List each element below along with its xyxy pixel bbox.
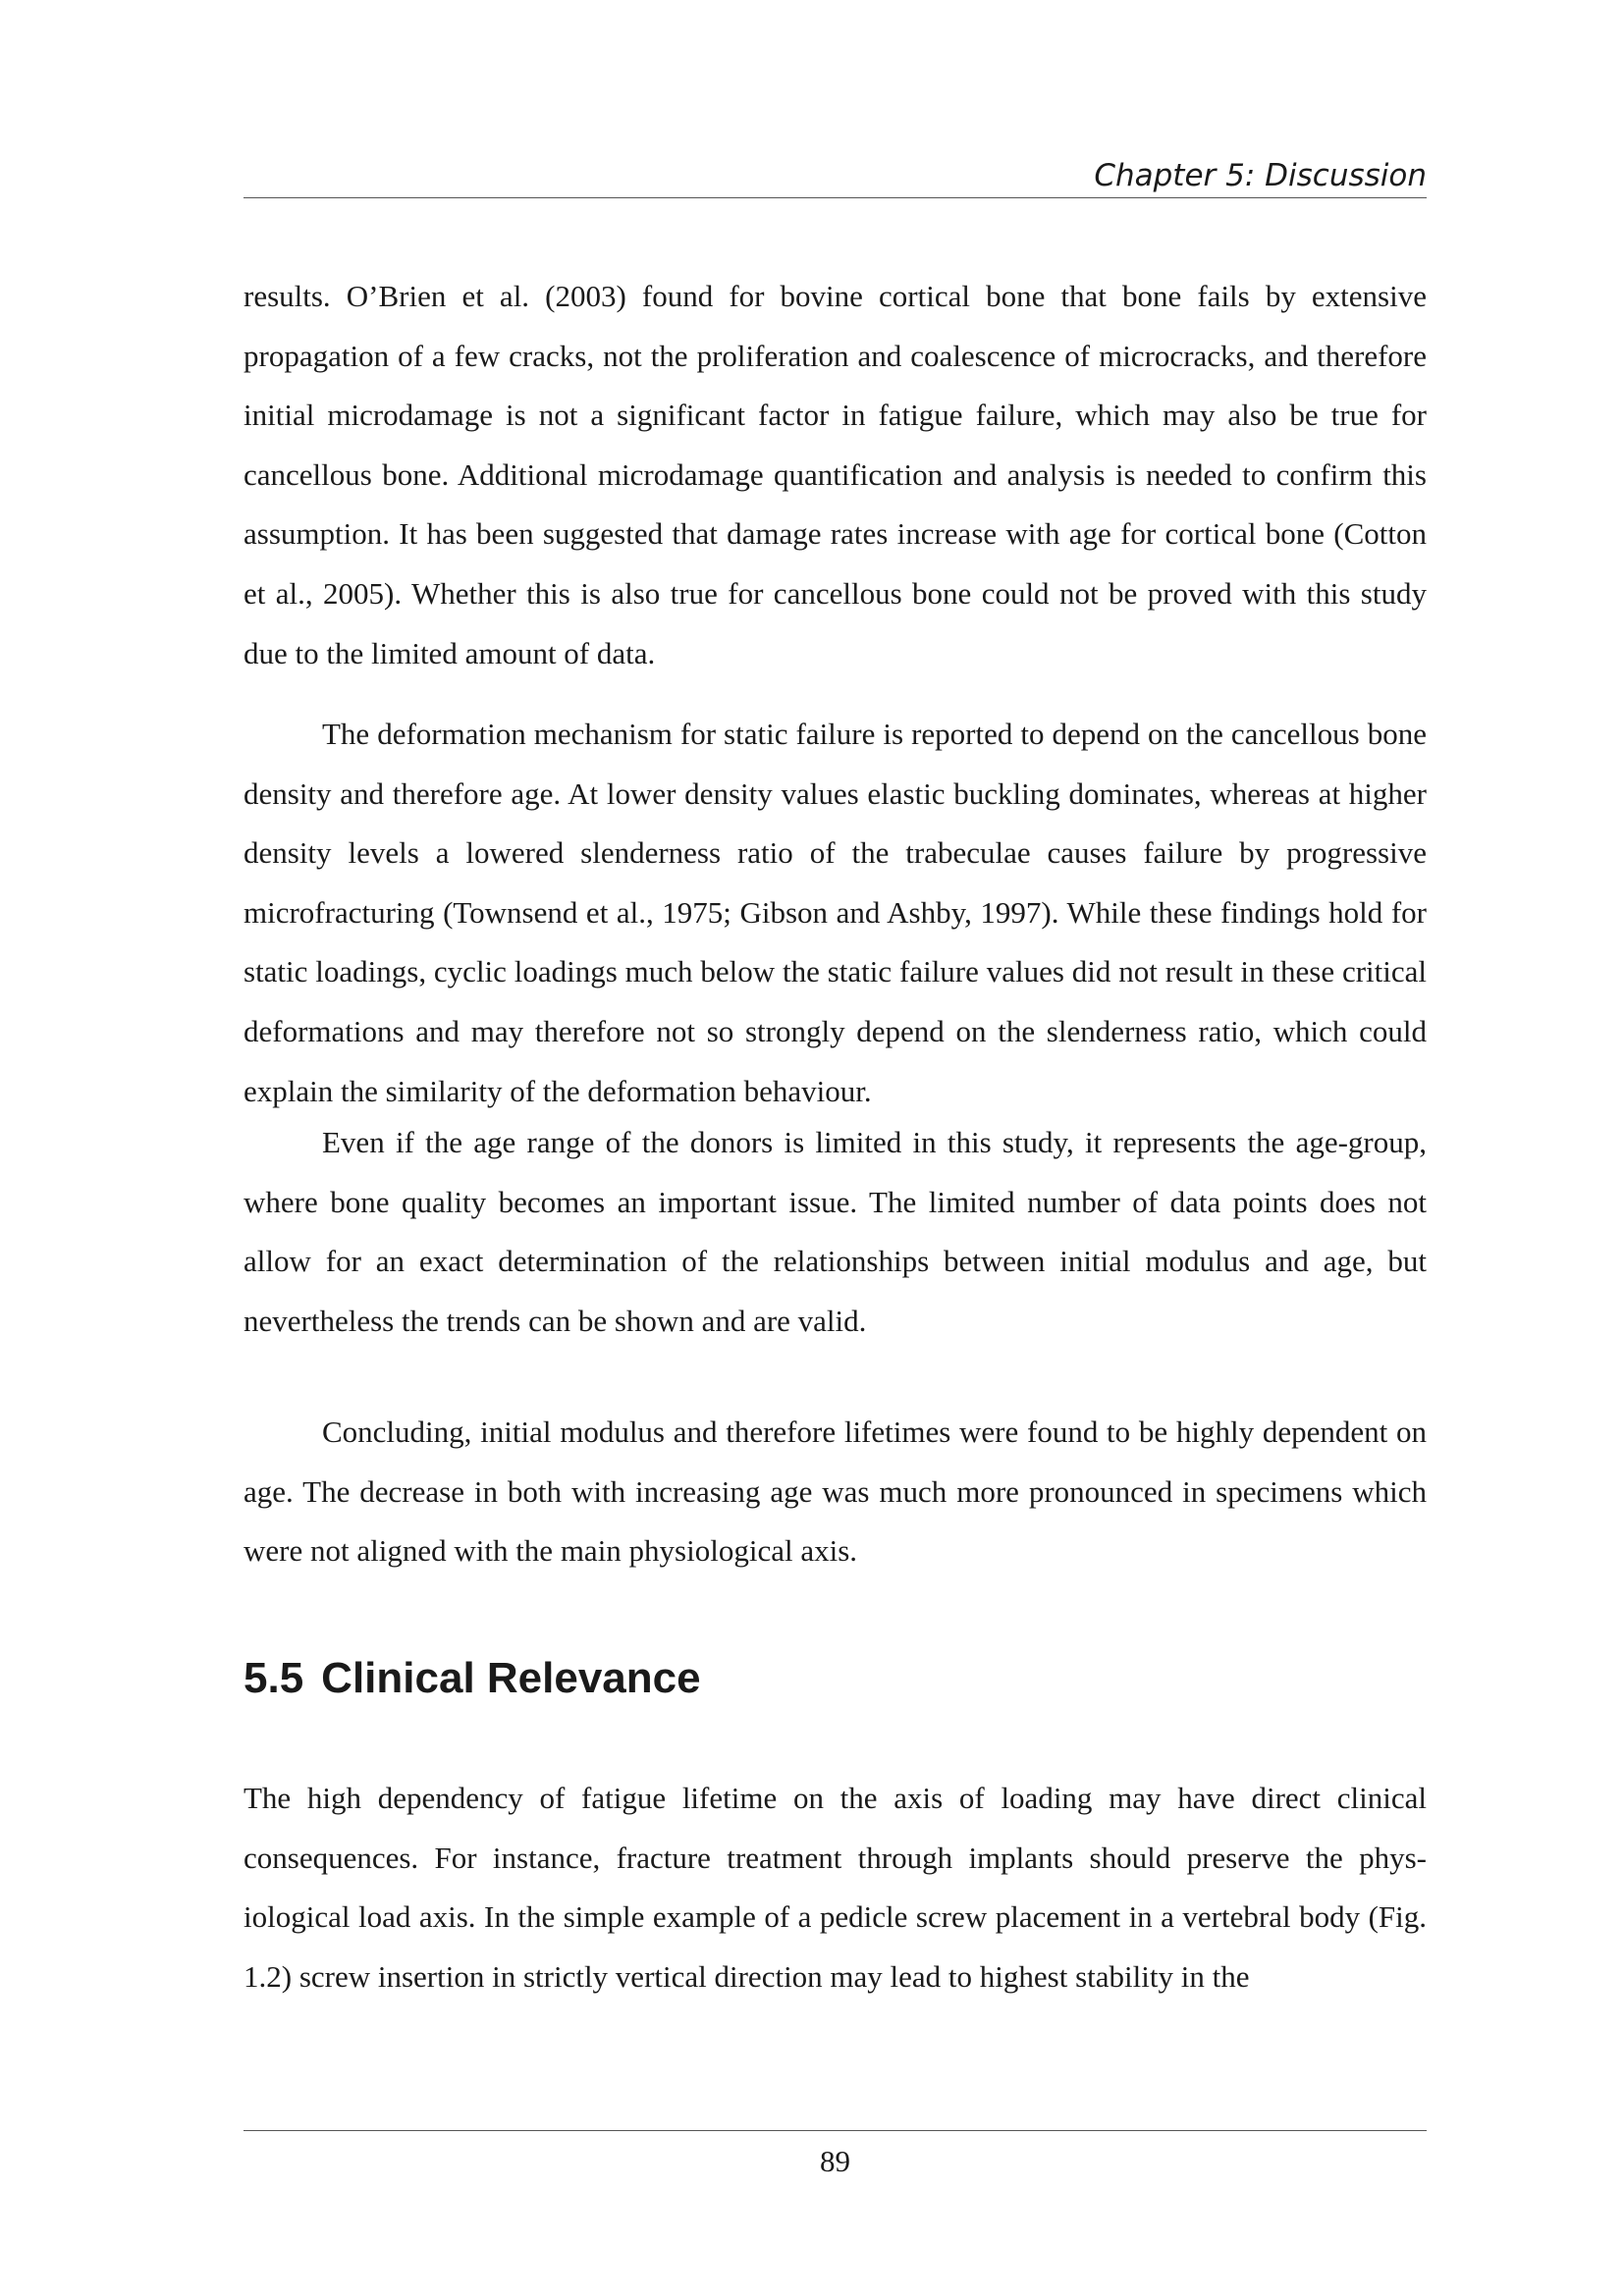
- footer-rule: [244, 2130, 1427, 2131]
- section-title: Clinical Relevance: [321, 1654, 701, 1702]
- section-number: 5.5: [244, 1654, 304, 1702]
- page-number: 89: [820, 2144, 850, 2178]
- paragraph-concluding: Concluding, initial modulus and therefore lifetimes were found to be highly dependent on age. The decrease in both with increasing age was much more pronounced in specimens which were not aligned with the main physiological axis.: [244, 1415, 1427, 1569]
- paragraph-clinical-relevance: The high dependency of fatigue lifetime on the axis of loading may have direct clinical consequences. For instance, fracture treatment through implants should preserve the physiological load axis. In the simple example of a pedicle screw placement in a vertebral body (Fig. 1.2) screw insertion in strictly vertical direction may lead to highest stability in the: [244, 1781, 1427, 1994]
- section-heading: [244, 1649, 1427, 1708]
- paragraph-age-range: Even if the age range of the donors is limited in this study, it represents the age-group, where bone quality becomes an important issue. The limited number of data points does not allow for an exact determination of the relationships between initial modulus and age, but nevertheless the trends can be shown and are valid.: [244, 1125, 1427, 1338]
- header-rule: [244, 197, 1427, 198]
- paragraph-deformation-mechanism: The deformation mechanism for static failure is reported to depend on the cancellous bone density and therefore age. At lower density values elastic buckling dominates, whereas at higher density levels a lowered slenderness ratio of the trabeculae causes failure by progressive microfracturing (Townsend et al., 1975; Gibson and Ashby, 1997). While these findings hold for static loadings, cyclic loadings much below the static failure values did not result in these critical deformations and may therefore not so strongly depend on the slenderness ratio, which could explain the similarity of the deformation behaviour.: [244, 717, 1427, 1108]
- paragraph-continuation: results. O’Brien et al. (2003) found for bovine cortical bone that bone fails by extensive propagation of a few cracks, not the proliferation and coalescence of microcracks, and therefore initial microdamage is not a significant factor in fatigue failure, which may also be true for cancellous bone. Additional microdamage quantification and analysis is needed to confirm this assumption. It has been suggested that damage rates increase with age for cortical bone (Cotton et al., 2005). Whether this is also true for cancellous bone could not be proved with this study due to the limited amount of data.: [244, 279, 1427, 670]
- running-header: Chapter 5: Discussion: [1094, 158, 1427, 193]
